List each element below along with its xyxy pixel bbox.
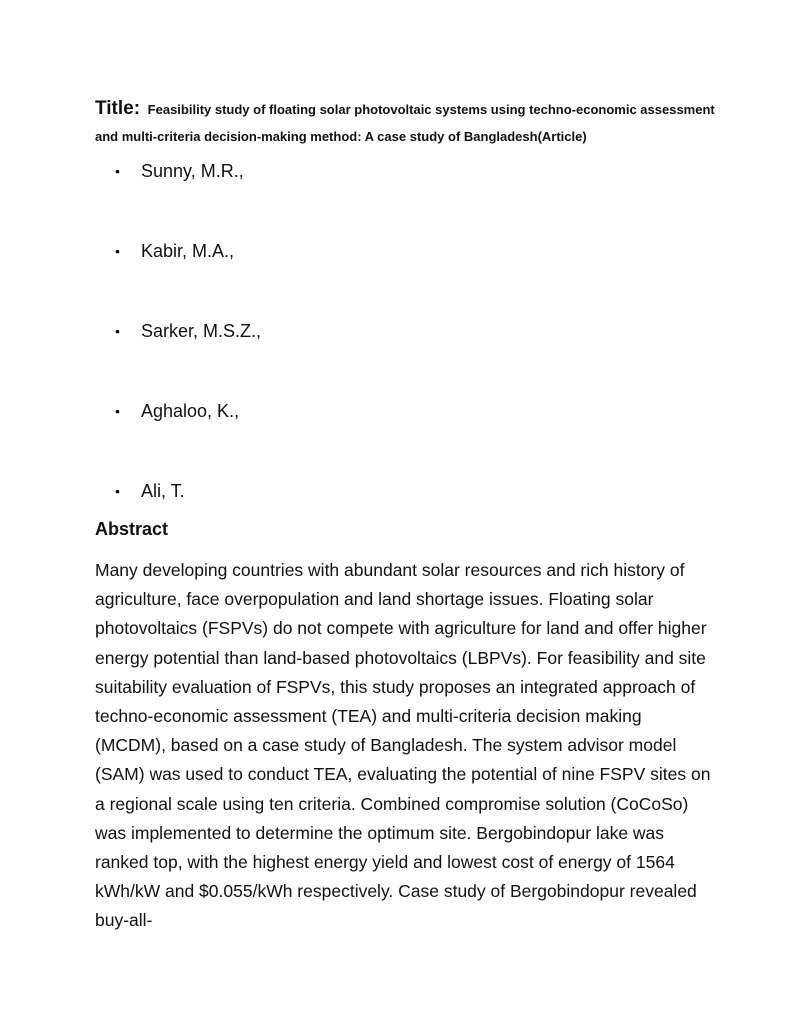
title-text: Feasibility study of floating solar photovoltaic systems using techno-economic assessment and multi-criteria decision-making method: A case study of Bangladesh(Article)	[95, 102, 715, 144]
author-item	[95, 400, 695, 480]
bullet-icon: •	[115, 403, 120, 419]
author-name: Aghaloo, K.,	[141, 401, 240, 421]
author-item	[95, 240, 695, 320]
document-title	[95, 95, 735, 150]
author-item	[95, 160, 695, 240]
author-name: Sunny, M.R.,	[141, 161, 244, 181]
bullet-icon: •	[115, 323, 120, 339]
author-name: Kabir, M.A.,	[141, 241, 235, 261]
author-item	[95, 320, 695, 400]
abstract-heading: Abstract	[95, 519, 169, 539]
bullet-icon: •	[115, 163, 120, 179]
author-item	[95, 480, 695, 560]
title-label: Title:	[95, 98, 141, 119]
bullet-icon: •	[115, 243, 120, 259]
author-list	[95, 160, 695, 560]
abstract-body: Many developing countries with abundant solar resources and rich history of agriculture, face overpopulation and land shortage issues. Floating solar photovoltaics (FSPVs) do not compete with agriculture for land and offer higher energy potential than land-based photovoltaics (LBPVs). For feasibility and site suitability evaluation of FSPVs, this study proposes an integrated approach of techno-economic assessment (TEA) and multi-criteria decision making (MCDM), based on a case study of Bangladesh. The system advisor model (SAM) was used to conduct TEA, evaluating the potential of nine FSPV sites on a regional scale using ten criteria. Combined compromise solution (CoCoSo) was implemented to determine the optimum site. Bergobindopur lake was ranked top, with the highest energy yield and lowest cost of energy of 1564 kWh/kW and $0.055/kWh respectively. Case study of Bergobindopur revealed buy-all-	[95, 560, 711, 931]
bullet-icon: •	[115, 483, 120, 499]
author-name: Ali, T.	[141, 481, 185, 501]
author-name: Sarker, M.S.Z.,	[141, 321, 262, 341]
